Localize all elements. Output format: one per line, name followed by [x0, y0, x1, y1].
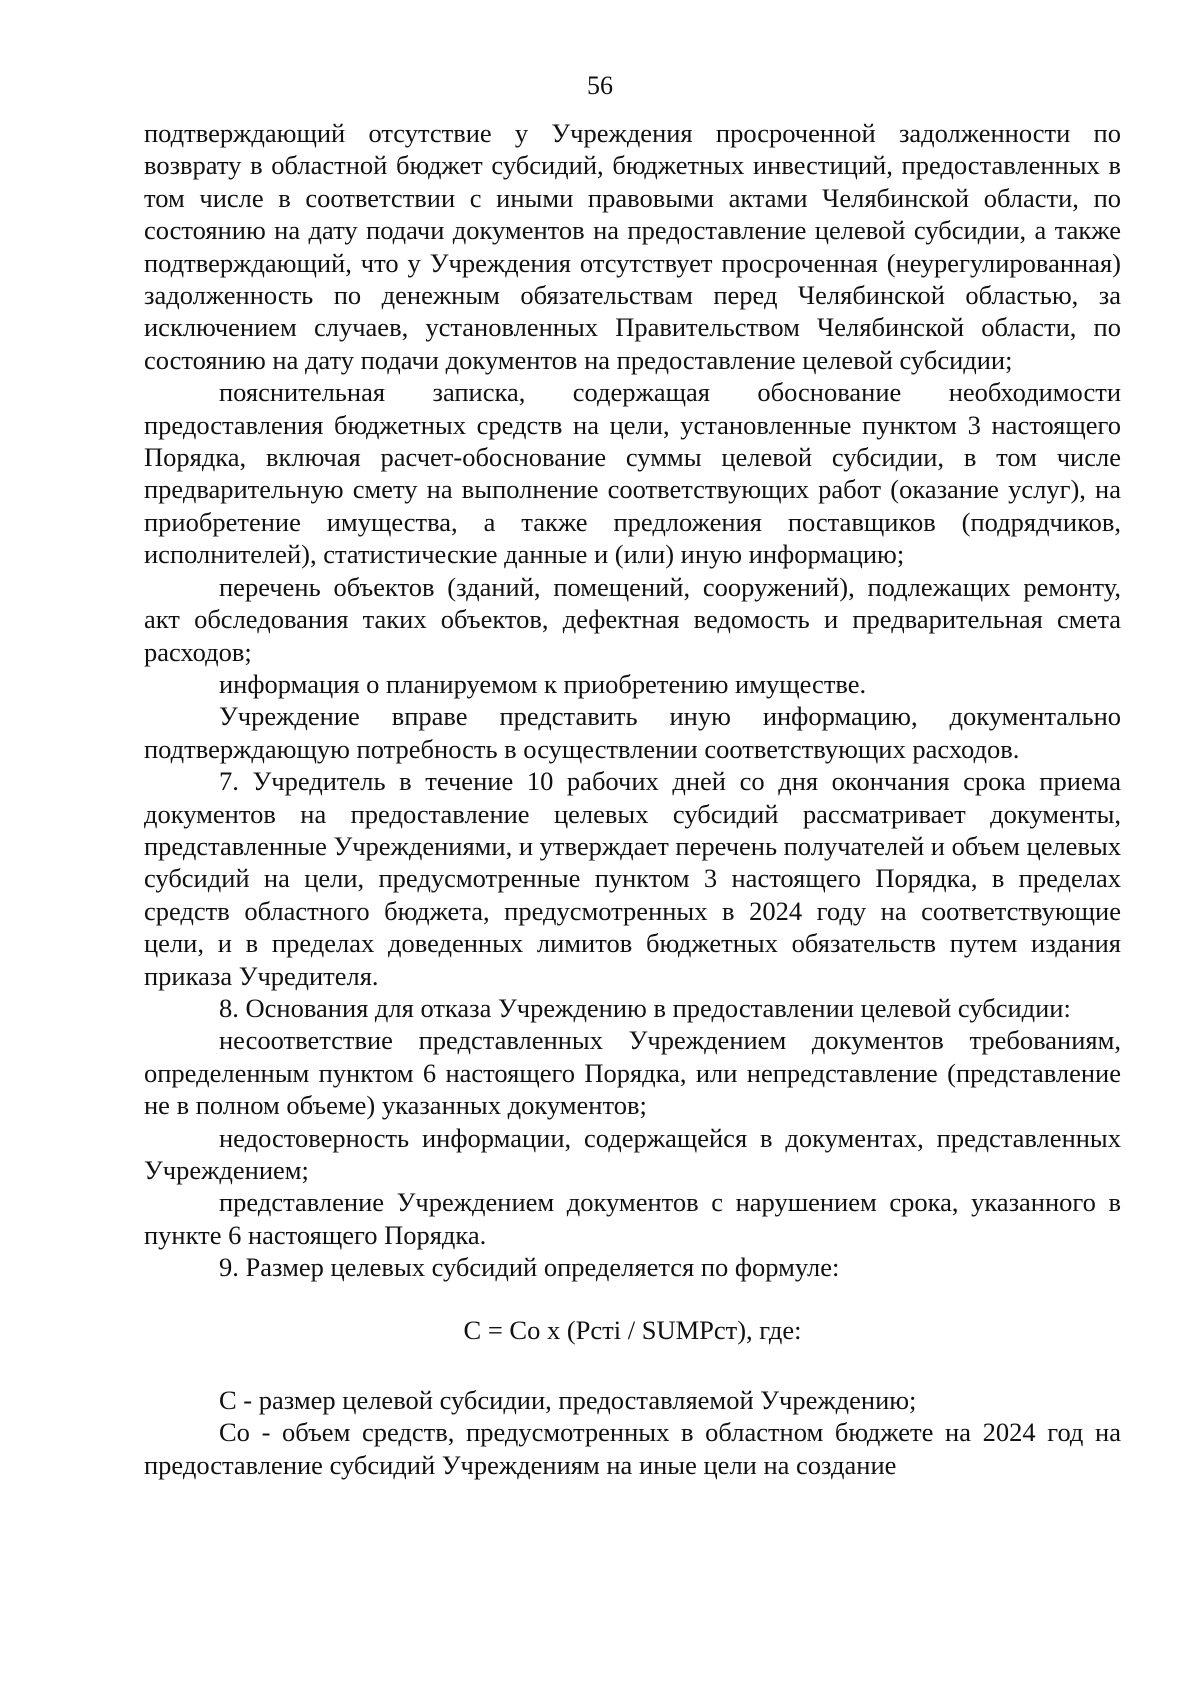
- page-number: 56: [587, 71, 613, 100]
- paragraph-item-9: 9. Размер целевых субсидий определяется по формуле:: [219, 1252, 840, 1283]
- definition-c: С - размер целевой субсидии, предоставляемой Учреждению;: [219, 1385, 917, 1416]
- paragraph-property-info: информация о планируемом к приобретению имуществе.: [219, 668, 867, 699]
- paragraph-debt-confirmation: подтверждающий отсутствие у Учреждения просроченной задолженности по возврату в областной бюджет субсидий, бюджетных инвестиций, предоставленных в том числе в соответствии с иными правовыми актами Челябинской области, по состоянию на дату подачи документов на предоставление целевой субсидии, а также подтверждающий, что у Учреждения отсутствует просроченная (неурегулированная) задолженность по денежным обязательствам перед Челябинской областью, за исключением случаев, установленных Правительством Челябинской области, по состоянию на дату подачи документов на предоставление целевой субсидии;: [144, 118, 1121, 375]
- paragraph-reason-unreliable: недостоверность информации, содержащейся в документах, представленных Учреждением;: [144, 1122, 1121, 1185]
- document-body: [144, 117, 1121, 1481]
- paragraph-objects-list: перечень объектов (зданий, помещений, сооружений), подлежащих ремонту, акт обследования таких объектов, дефектная ведомость и предварительная смета расходов;: [144, 571, 1121, 667]
- paragraph-reason-mismatch: несоответствие представленных Учреждением документов требованиям, определенным пунктом 6 настоящего Порядка, или непредставление (представление не в полном объеме) указанных документов;: [144, 1025, 1121, 1121]
- paragraph-other-info: Учреждение вправе представить иную информацию, документально подтверждающую потребность в осуществлении соответствующих расходов.: [144, 701, 1121, 764]
- subsidy-formula: С = Со х (Рстi / SUMРст), где:: [463, 1314, 802, 1345]
- paragraph-item-7: 7. Учредитель в течение 10 рабочих дней со дня окончания срока приема документов на предоставление целевых субсидий рассматривает документы, представленные Учреждениями, и утверждает перечень получателей и объем целевых субсидий на цели, предусмотренные пунктом 3 настоящего Порядка, в пределах средств областного бюджета, предусмотренных в 2024 году на соответствующие цели, и в пределах доведенных лимитов бюджетных обязательств путем издания приказа Учредителя.: [144, 766, 1122, 991]
- paragraph-explanatory-note: пояснительная записка, содержащая обоснование необходимости предоставления бюджетных средств на цели, установленные пунктом 3 настоящего Порядка, включая расчет-обоснование суммы целевой субсидии, в том числе предварительную смету на выполнение соответствующих работ (оказание услуг), на приобретение имущества, а также предложения поставщиков (подрядчиков, исполнителей), статистические данные и (или) иную информацию;: [144, 377, 1121, 570]
- paragraph-reason-late: представление Учреждением документов с нарушением срока, указанного в пункте 6 настоящего Порядка.: [144, 1187, 1121, 1250]
- definition-co: Со - объем средств, предусмотренных в областном бюджете на 2024 год на предоставление субсидий Учреждениям на иные цели на создание: [144, 1417, 1121, 1480]
- paragraph-item-8: 8. Основания для отказа Учреждению в предоставлении целевой субсидии:: [219, 992, 1071, 1023]
